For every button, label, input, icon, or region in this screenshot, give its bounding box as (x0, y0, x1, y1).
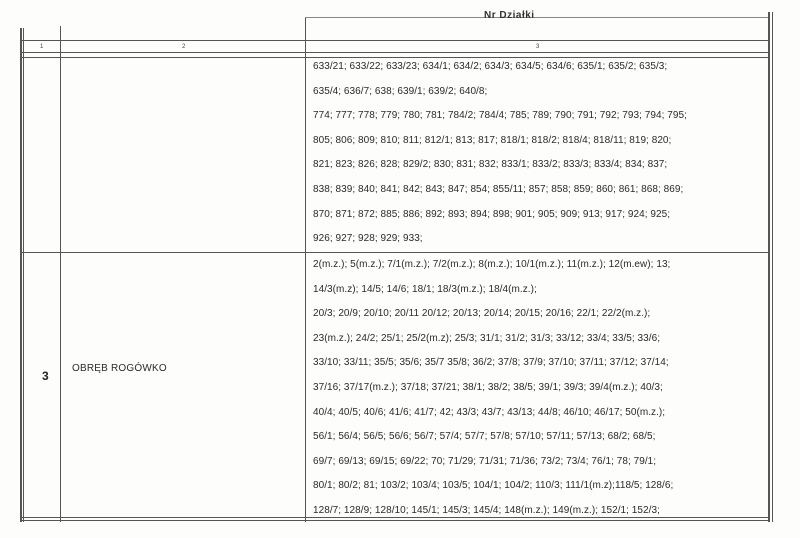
column-number-1: 1 (40, 44, 44, 50)
row-number: 3 (42, 369, 49, 383)
parcel-line: 128/7; 128/9; 128/10; 145/1; 145/3; 145/4; 148(m.z.); 149(m.z.); 152/1; 152/3; (313, 504, 660, 516)
column-divider-2 (305, 18, 306, 522)
column-title-nr-dzialki: Nr Działki (484, 10, 535, 21)
parcel-line: 838; 839; 840; 841; 842; 843; 847; 854; 855/11; 857; 858; 859; 860; 861; 868; 869; (313, 183, 684, 195)
parcel-line: 23(m.z.); 24/2; 25/1; 25/2(m.z); 25/3; 31/1; 31/2; 31/3; 33/12; 33/4; 33/5; 33/6; (313, 332, 661, 344)
parcel-list-section-b (313, 253, 768, 524)
parcel-line: 2(m.z.); 5(m.z.); 7/1(m.z.); 7/2(m.z.); 8(m.z.); 10/1(m.z.); 11(m.z.); 12(m.ew); 13; (313, 259, 671, 270)
parcel-line: 774; 777; 778; 779; 780; 781; 784/2; 784/4; 785; 789; 790; 791; 792; 793; 794; 795; (313, 110, 687, 122)
parcel-line: 56/1; 56/4; 56/5; 56/6; 56/7; 57/4; 57/7; 57/8; 57/10; 57/11; 57/13; 68/2; 68/5; (313, 431, 656, 443)
parcel-line: 633/21; 633/22; 633/23; 634/1; 634/2; 634/3; 634/5; 634/6; 635/1; 635/2; 635/3; (313, 61, 668, 72)
parcel-line: 80/1; 80/2; 81; 103/2; 103/4; 103/5; 104/1; 104/2; 110/3; 111/1(m.z);118/5; 128/6; (313, 480, 674, 492)
header-line-b (20, 52, 770, 53)
header-line-a (20, 40, 770, 41)
table-right-border-inner (772, 12, 773, 522)
parcel-line: 40/4; 40/5; 40/6; 41/6; 41/7; 42; 43/3; 43/7; 43/13; 44/8; 46/10; 46/17; 50(m.z.); (313, 406, 666, 418)
parcel-line: 926; 927; 928; 929; 933; (313, 233, 423, 245)
parcel-line: 20/3; 20/9; 20/10; 20/11 20/12; 20/13; 20/14; 20/15; 20/16; 22/1; 22/2(m.z.); (313, 308, 651, 320)
parcel-line: 33/10; 33/11; 35/5; 35/6; 35/7 35/8; 36/2; 37/8; 37/9; 37/10; 37/11; 37/12; 37/14; (313, 357, 669, 369)
table-left-border (20, 28, 22, 522)
column-divider-1 (60, 26, 61, 522)
table-right-border (768, 12, 770, 522)
parcel-list-section-a (313, 55, 768, 252)
parcel-line: 37/16; 37/17(m.z.); 37/18; 37/21; 38/1; 38/2; 38/5; 39/1; 39/3; 39/4(m.z.); 40/3; (313, 381, 663, 393)
column-number-3: 3 (536, 44, 540, 50)
parcel-line: 805; 806; 809; 810; 811; 812/1; 813; 817; 818/1; 818/2; 818/4; 818/11; 819; 820; (313, 134, 672, 146)
header-top-line (305, 17, 768, 18)
obreb-name: OBRĘB ROGÓWKO (72, 363, 167, 374)
parcel-line: 870; 871; 872; 885; 886; 892; 893; 894; 898; 901; 905; 909; 913; 917; 924; 925; (313, 208, 671, 220)
table-left-border-inner (23, 28, 24, 522)
column-number-2: 2 (182, 44, 186, 50)
parcel-line: 821; 823; 826; 828; 829/2; 830; 831; 832; 833/1; 833/2; 833/3; 833/4; 834; 837; (313, 159, 668, 171)
parcel-line: 635/4; 636/7; 638; 639/1; 639/2; 640/8; (313, 85, 488, 97)
parcel-line: 14/3(m.z); 14/5; 14/6; 18/1; 18/3(m.z.); 18/4(m.z.); (313, 283, 537, 295)
parcel-line: 69/7; 69/13; 69/15; 69/22; 70; 71/29; 71/31; 71/36; 73/2; 73/4; 76/1; 78; 79/1; (313, 455, 657, 467)
